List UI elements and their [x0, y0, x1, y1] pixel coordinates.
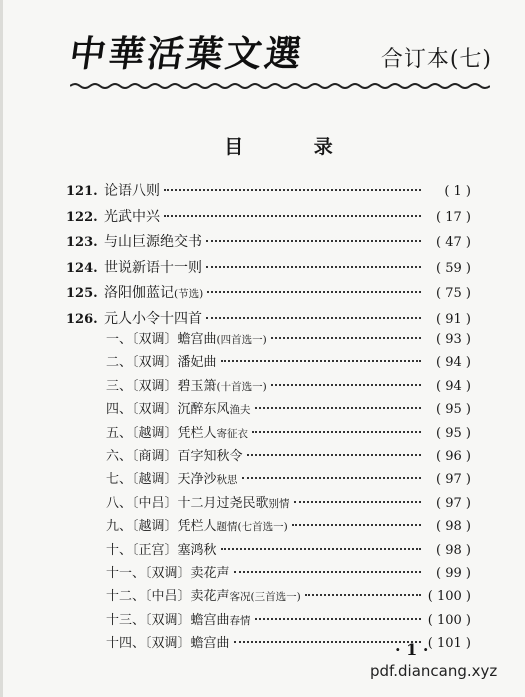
leader-dots — [255, 407, 421, 409]
subentry-title: 一、〔双调〕蟾宫曲(四首选一) — [106, 332, 267, 347]
subentry-title: 三、〔双调〕碧玉箫(十首选一) — [106, 378, 267, 394]
subentry-note: 春情 — [229, 614, 251, 627]
page-number: · 1 · — [395, 640, 429, 659]
toc-entry — [66, 206, 471, 226]
subentry-note: (十首选一) — [216, 380, 267, 393]
subentry-note: 渔夫 — [229, 404, 251, 417]
leader-dots — [305, 594, 421, 596]
series-logo: 中華活葉文選 — [66, 33, 307, 75]
subentry-title: 四、〔双调〕沉醉东风渔夫 — [106, 402, 251, 418]
volume-subtitle: 合订本(七) — [380, 47, 492, 72]
entry-title: 论语八则 — [104, 183, 160, 199]
subentry-title: 十三、〔双调〕蟾宫曲春情 — [106, 612, 251, 628]
entry-number: 125. — [66, 286, 98, 302]
toc-subentry — [106, 445, 471, 465]
leader-dots — [164, 189, 421, 191]
toc-subentry — [106, 539, 471, 559]
toc-subentry — [106, 328, 471, 348]
leader-dots — [252, 431, 421, 433]
entry-number: 123. — [66, 235, 98, 251]
leader-dots — [242, 477, 421, 479]
subentry-page: ( 95 ) — [436, 425, 471, 441]
subentry-page: ( 97 ) — [436, 495, 471, 511]
subentry-title: 二、〔双调〕潘妃曲 — [106, 355, 217, 371]
leader-dots — [206, 266, 421, 268]
entry-page: ( 1 ) — [444, 184, 471, 199]
entry-number: 126. — [66, 312, 98, 327]
decorative-wavy-rule — [70, 82, 490, 90]
leader-dots — [234, 571, 421, 573]
subentry-title: 八、〔中吕〕十二月过尧民歌别情 — [106, 495, 290, 511]
subentry-title: 十、〔正宫〕塞鸿秋 — [106, 542, 217, 558]
subentry-page: ( 94 ) — [436, 378, 471, 394]
entry-page: ( 75 ) — [436, 286, 471, 302]
subentry-page: ( 101 ) — [427, 636, 471, 652]
subentry-title: 六、〔商调〕百字知秋令 — [106, 449, 243, 464]
leader-dots — [271, 337, 421, 339]
toc-entry — [66, 308, 471, 328]
subentry-page: ( 100 ) — [427, 589, 471, 605]
entry-page: ( 17 ) — [436, 209, 471, 225]
toc-subentry — [106, 468, 471, 488]
subentry-title: 十二、〔中吕〕卖花声客况(三首选一) — [106, 589, 301, 605]
toc-subentry — [106, 585, 471, 605]
leader-dots — [164, 215, 421, 217]
entry-number: 121. — [66, 184, 98, 199]
toc-subentry — [106, 398, 471, 418]
toc-subentry — [106, 422, 471, 442]
toc-subentry — [106, 375, 471, 395]
subentry-page: ( 97 ) — [436, 472, 471, 488]
subentry-note: (四首选一) — [216, 334, 267, 346]
subentry-page: ( 98 ) — [436, 542, 471, 558]
leader-dots — [292, 524, 421, 526]
toc-subentry — [106, 609, 471, 629]
watermark-url: pdf.diancang.xyz — [370, 662, 498, 680]
subentry-note: 秋思 — [216, 474, 238, 487]
subentry-title: 十四、〔双调〕蟾宫曲 — [106, 636, 230, 652]
subentry-title: 五、〔越调〕凭栏人寄征衣 — [106, 425, 249, 441]
leader-dots — [271, 384, 421, 386]
toc-subentry — [106, 351, 471, 371]
leader-dots — [247, 454, 421, 456]
leader-dots — [206, 317, 421, 319]
toc-entry — [66, 180, 471, 200]
toc-entry — [66, 282, 471, 302]
subentry-page: ( 99 ) — [436, 566, 471, 581]
entry-page: ( 47 ) — [436, 235, 471, 251]
entry-title: 世说新语十一则 — [104, 259, 202, 276]
subentry-title: 十一、〔双调〕卖花声 — [106, 566, 230, 581]
entry-title: 洛阳伽蓝记(节选) — [104, 285, 204, 302]
subentry-page: ( 95 ) — [436, 402, 471, 418]
subentry-note: 寄征衣 — [216, 427, 249, 440]
entry-number: 124. — [66, 260, 98, 276]
toc-subentry — [106, 562, 471, 582]
subentry-note: 别情 — [268, 497, 290, 510]
subentry-title: 九、〔越调〕凭栏人题情(七首选一) — [106, 519, 288, 535]
header — [66, 22, 500, 82]
entry-title: 与山巨源绝交书 — [104, 234, 202, 251]
entry-note: (节选) — [174, 288, 204, 301]
leader-dots — [294, 501, 421, 503]
scan-edge — [0, 0, 3, 697]
leader-dots — [221, 548, 421, 550]
subentry-note: 客况(三首选一) — [229, 591, 301, 604]
leader-dots — [255, 618, 421, 620]
subentry-page: ( 94 ) — [436, 355, 471, 371]
entry-number: 122. — [66, 209, 98, 225]
toc-subentry — [106, 515, 471, 535]
entry-title: 元人小令十四首 — [104, 311, 202, 327]
entry-title: 光武中兴 — [104, 208, 160, 225]
leader-dots — [207, 291, 421, 293]
leader-dots — [221, 360, 421, 362]
subentry-page: ( 100 ) — [427, 612, 471, 628]
toc-entry — [66, 257, 471, 277]
subentry-page: ( 93 ) — [436, 332, 471, 347]
subentry-page: ( 96 ) — [436, 449, 471, 464]
entry-page: ( 59 ) — [436, 260, 471, 276]
leader-dots — [234, 641, 421, 643]
toc-entry — [66, 231, 471, 251]
leader-dots — [206, 240, 421, 242]
entry-page: ( 91 ) — [436, 312, 471, 327]
subentry-note: 题情(七首选一) — [216, 521, 288, 534]
subentry-title: 七、〔越调〕天净沙秋思 — [106, 472, 238, 488]
toc-subentry — [106, 492, 471, 512]
toc-heading: 目 录 — [224, 136, 365, 158]
subentry-page: ( 98 ) — [436, 519, 471, 535]
